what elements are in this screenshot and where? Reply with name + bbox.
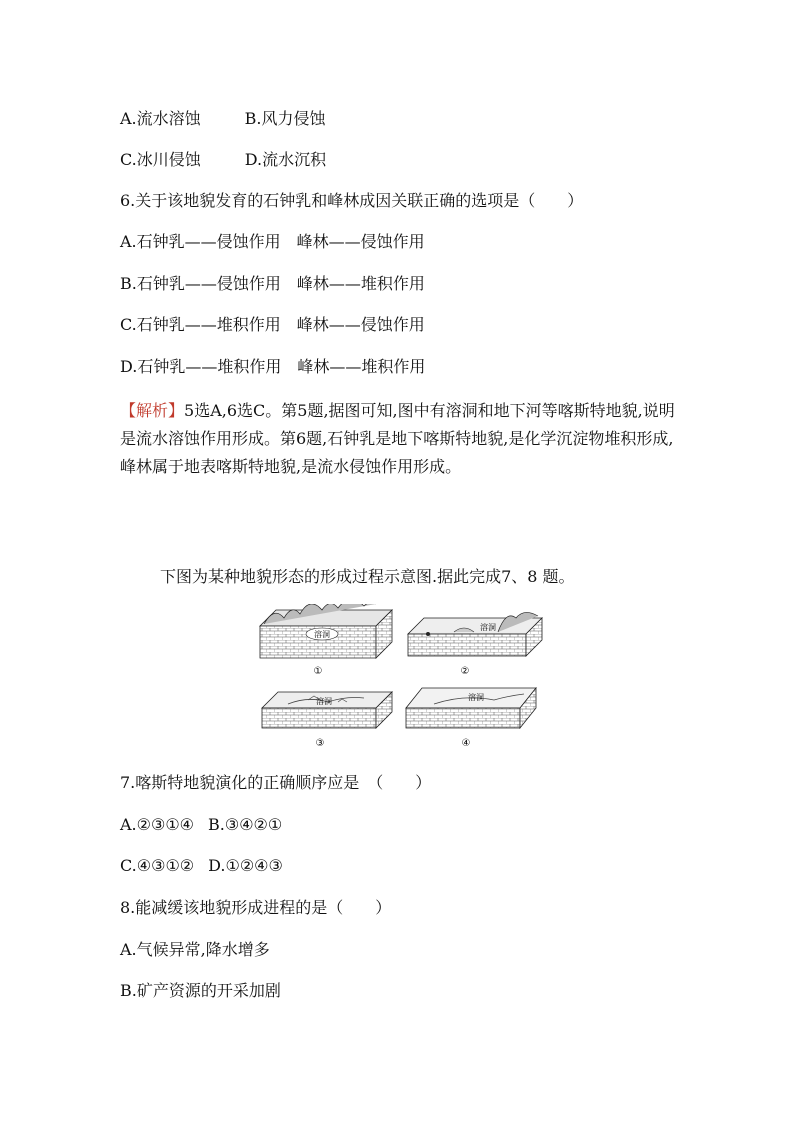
panel-2-block — [408, 612, 542, 677]
q6-option-b: B.石钟乳——侵蚀作用 峰林——堆积作用 — [120, 274, 425, 293]
q7-option-c: C.④③①② — [120, 856, 195, 875]
q7-stem: 7.喀斯特地貌演化的正确顺序应是 （ ） — [120, 773, 432, 792]
panel-3-label: ③ — [315, 738, 325, 749]
q7-option-a: A.②③①④ — [120, 815, 195, 834]
panel-4-label: ④ — [461, 738, 471, 749]
q5-option-c: C.冰川侵蚀 — [120, 150, 201, 169]
q5-option-a: A.流水溶蚀 — [120, 109, 201, 128]
q6-stem: 6.关于该地貌发育的石钟乳和峰林成因关联正确的选项是（ ） — [120, 191, 584, 210]
q6-option-c: C.石钟乳——堆积作用 峰林——侵蚀作用 — [120, 315, 425, 334]
q7-options-row-1 — [120, 814, 282, 836]
panel-2-cave-label: 溶洞 — [480, 623, 496, 632]
q8-stem: 8.能减缓该地貌形成进程的是（ ） — [120, 898, 392, 917]
q5-options-row-2 — [120, 149, 326, 171]
q5-options-row-1 — [120, 108, 326, 130]
panel-3-block — [262, 692, 392, 749]
q7-option-b: B.③④②① — [208, 815, 283, 834]
q5-option-d: D.流水沉积 — [244, 150, 327, 169]
analysis-text: 5选A,6选C。第5题,据图可知,图中有溶洞和地下河等喀斯特地貌,说明是流水溶蚀作用形成。第6题,石钟乳是地下喀斯特地貌,是化学沉淀物堆积形成,峰林属于地表喀斯特地貌,是流水侵蚀作用形成。 — [120, 401, 675, 476]
q8-option-b: B.矿产资源的开采加剧 — [120, 981, 281, 1000]
panel-1-cave-label: 溶洞 — [314, 630, 330, 639]
panel-2-label: ② — [460, 666, 470, 677]
q8-option-a: A.气候异常,降水增多 — [120, 940, 270, 959]
figure-intro: 下图为某种地貌形态的形成过程示意图.据此完成7、8 题。 — [160, 567, 575, 586]
analysis-paragraph — [120, 397, 680, 481]
panel-4-cave-label: 溶洞 — [468, 693, 484, 702]
q5-option-b: B.风力侵蚀 — [244, 109, 326, 128]
panel-1-label: ① — [313, 666, 323, 677]
panel-3-cave-label: 溶洞 — [316, 697, 332, 706]
karst-evolution-figure — [258, 604, 548, 756]
q6-option-a: A.石钟乳——侵蚀作用 峰林——侵蚀作用 — [120, 232, 425, 251]
analysis-tag: 【解析】 — [120, 401, 185, 420]
q7-option-d: D.①②④③ — [208, 856, 283, 875]
panel-1-block — [260, 604, 392, 677]
panel-4-block — [406, 688, 536, 749]
q7-options-row-2 — [120, 855, 283, 877]
q6-option-d: D.石钟乳——堆积作用 峰林——堆积作用 — [120, 357, 426, 376]
